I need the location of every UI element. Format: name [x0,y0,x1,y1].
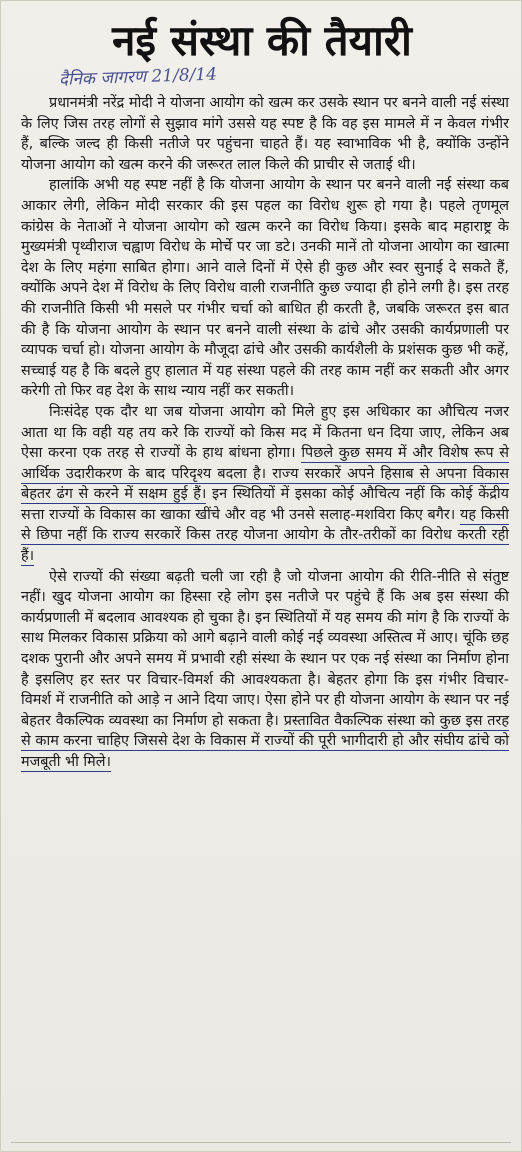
paragraph-text: ऐसे राज्यों की संख्या बढ़ती चली जा रही है जो योजना आयोग की रीति-नीति से संतुष्ट नहीं। खुद योजना आयोग का हिस्सा रहे लोग इस नतीजे पर पहुंचे हैं कि अब इस संस्था की कार्यप्रणाली में बदलाव आवश्यक हो चुका है। इन स्थितियों में यह समय की मांग है कि राज्यों के साथ मिलकर विकास प्रक्रिया को आगे बढ़ाने वाली कोई नई व्यवस्था अस्तित्व में आए। चूंकि छह दशक पुरानी और अपने समय में प्रभावी रही संस्था के स्थान पर एक नई संस्था का निर्माण होना है इसलिए हर स्तर पर विचार-विमर्श की आवश्यकता है। बेहतर होगा कि इस गंभीर विचार-विमर्श में राजनीति को आड़े न आने दिया जाए। ऐसा होने पर ही योजना आयोग के स्थान पर नई बेहतर वैकल्पिक व्यवस्था का निर्माण हो सकता है। [21,568,509,729]
paragraph-text: हालांकि अभी यह स्पष्ट नहीं है कि योजना आयोग के स्थान पर बनने वाली नई संस्था कब आकार लेगी, लेकिन मोदी सरकार की इस पहल का विरोध शुरू हो गया है। पहले तृणमूल कांग्रेस के नेताओं ने योजना आयोग को खत्म करने का विरोध किया। इसके बाद महाराष्ट्र के मुख्यमंत्री पृथ्वीराज चह्वाण विरोध के मोर्चे पर जा डटे। उनकी मानें तो योजना आयोग का खात्मा देश के लिए महंगा साबित होगा। आने वाले दिनों में ऐसे ही कुछ और स्वर सुनाई दे सकते हैं, क्योंकि अपने देश में विरोध के लिए विरोध वाली राजनीति कुछ ज्यादा ही होने लगी है। इस तरह की राजनीति किसी भी मसले पर गंभीर चर्चा को बाधित ही करती है, जबकि जरूरत इस बात की है कि योजना आयोग के स्थान पर बनने वाली संस्था के ढांचे और उसकी कार्यप्रणाली पर व्यापक चर्चा हो। योजना आयोग के मौजूदा ढांचे और उसकी कार्यशैली के प्रशंसक कुछ भी कहें, सच्चाई यह है कि बदले हुए हालात में यह संस्था पहले की तरह काम नहीं कर सकती और अगर करेगी तो फिर वह देश के साथ न्याय नहीं कर सकती। [21,177,509,400]
underlined-text: पिछले कुछ समय में और विशेष रूप से आर्थिक उदारीकरण के बाद परिदृश्य बदला है। राज्य सरकारें अपने हिसाब से अपना विकास बेहतर ढंग से करने में सक्षम हुई हैं। [21,445,509,503]
article-paragraph [21,93,509,175]
underlined-text: प्रस्तावित वैकल्पिक संस्था को कुछ इस तरह से काम करना चाहिए जिससे देश के विकास में राज्यों की पूरी भागीदारी हो और संघीय ढांचे को मजबूती भी मिले। [21,712,509,770]
bottom-divider [11,1142,511,1143]
article-body [21,93,509,773]
article-paragraph [21,567,509,773]
handwritten-source-date-note: दैनिक जागरण 21/8/14 [58,64,218,90]
article-paragraph [21,175,509,402]
underlined-text: यह किसी से छिपा नहीं कि राज्य सरकारें किस तरह योजना आयोग के तौर-तरीकों का विरोध करती रही हैं। [21,506,509,565]
paragraph-text: इन स्थितियों में इसका कोई औचित्य नहीं कि कोई केंद्रीय सत्ता राज्यों के विकास का खाका खींचे और वह भी उनसे सलाह-मशविरा किए बगैर। [21,486,509,523]
article-paragraph [21,402,509,567]
article-headline: नई संस्था की तैयारी [112,16,412,65]
paragraph-text: प्रधानमंत्री नरेंद्र मोदी ने योजना आयोग को खत्म कर उसके स्थान पर बनने वाली नई संस्था के लिए जिस तरह लोगों से सुझाव मांगे उससे यह स्पष्ट है कि वह इस मामले में न केवल गंभीर हैं, बल्कि जल्द ही किसी नतीजे पर पहुंचना चाहते हैं। यह स्वाभाविक भी है, क्योंकि उन्होंने योजना आयोग को खत्म करने की जरूरत लाल किले की प्राचीर से जताई थी। [21,95,509,173]
paragraph-text: निःसंदेह एक दौर था जब योजना आयोग को मिले हुए इस अधिकार का औचित्य नजर आता था कि वही यह तय करे कि राज्यों को किस मद में कितना धन दिया जाए, लेकिन अब ऐसा करना एक तरह से राज्यों के हाथ बांधना होगा। [21,403,509,462]
